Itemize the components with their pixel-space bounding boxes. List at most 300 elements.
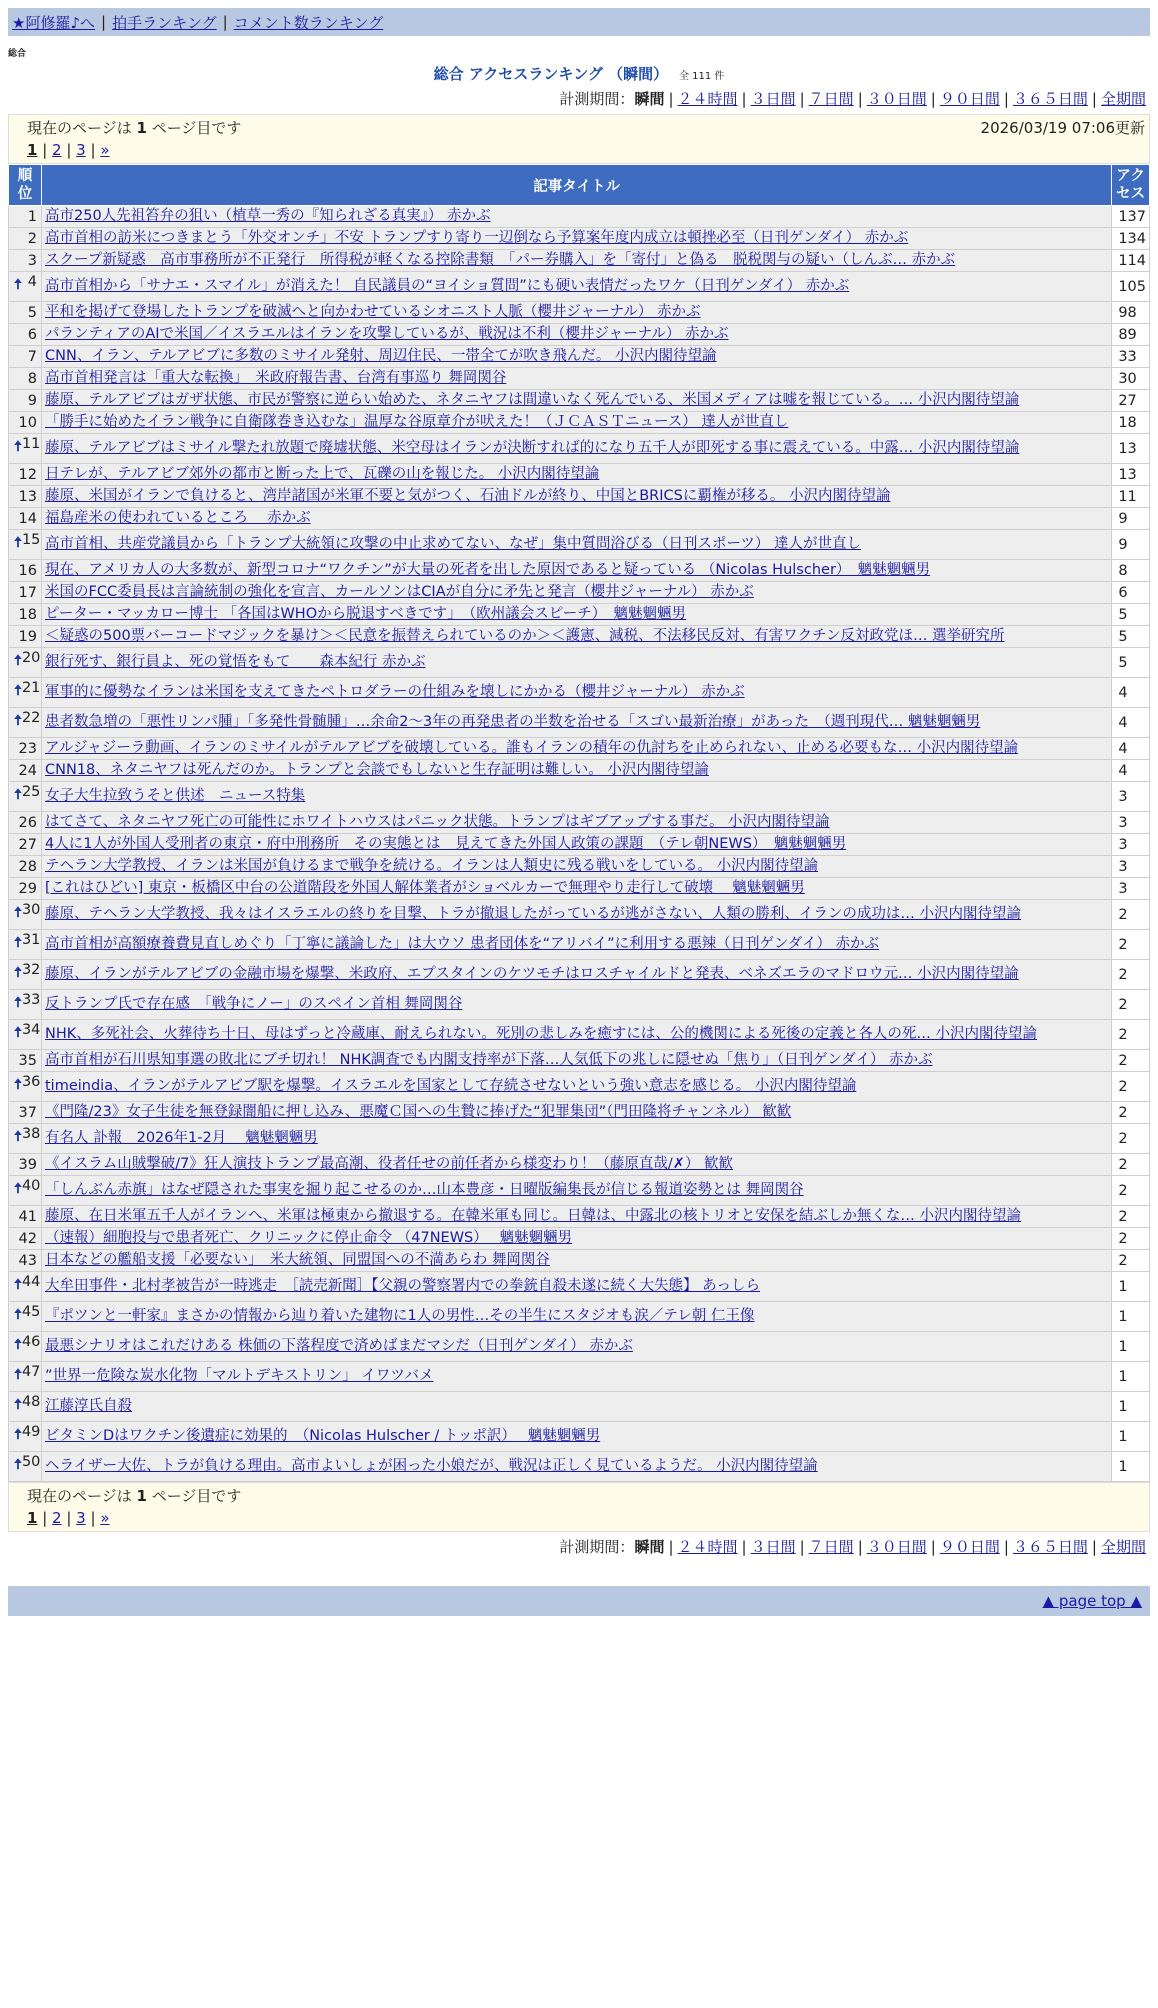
up-arrow-icon: 🠅 <box>14 1337 22 1353</box>
title-cell <box>42 368 1112 390</box>
access-count: 1 <box>1112 1392 1150 1422</box>
access-count: 3 <box>1112 834 1150 856</box>
page-separator: | <box>85 1509 101 1527</box>
article-link[interactable]: 《イスラム山賊撃破/7》狂人演技トランプ最高潮、役者任せの前任者から様変わり！（藤原直哉/✗） 歓歓 <box>45 1156 733 1172</box>
article-link[interactable]: 藤原、テヘラン大学教授、我々はイスラエルの終りを目撃、トラが撤退したがっているが逃がさない、人類の勝利、イランの成功は… 小沢内閣待望論 <box>45 906 1021 922</box>
article-link[interactable]: 高市首相の訪米につきまとう「外交オンチ」不安 トランプすり寄り一辺倒なら予算案年度内成立は頓挫必至（日刊ゲンダイ） 赤かぶ <box>45 230 909 246</box>
ranking-title-row <box>0 63 1158 84</box>
article-link[interactable]: 藤原、テルアビブはミサイル撃たれ放題で廃墟状態、米空母はイランが決断すれば的になり五千人が即死する事に震えている。中露… 小沢内閣待望論 <box>45 440 1020 456</box>
table-row <box>9 678 1150 708</box>
access-count: 3 <box>1112 812 1150 834</box>
rank-number: 16 <box>18 562 37 579</box>
access-count: 1 <box>1112 1362 1150 1392</box>
up-arrow-icon: 🠅 <box>14 1025 22 1041</box>
period-link[interactable]: ７日間 <box>808 1538 854 1556</box>
rank-cell <box>9 1176 42 1206</box>
rank-number: 45 <box>21 1304 41 1320</box>
period-link[interactable]: ９０日間 <box>939 90 1000 108</box>
page-top-link[interactable]: ▲ page top ▲ <box>1042 1592 1142 1610</box>
period-label: 計測期間： <box>559 90 635 108</box>
up-arrow-icon: 🠅 <box>14 713 22 729</box>
access-count: 5 <box>1112 648 1150 678</box>
access-count: 98 <box>1112 302 1150 324</box>
rank-cell <box>9 560 42 582</box>
rank-cell <box>9 1206 42 1228</box>
period-separator: | <box>857 90 863 108</box>
period-selector-top <box>0 88 1146 110</box>
access-count: 2 <box>1112 1228 1150 1250</box>
period-separator: | <box>857 1538 863 1556</box>
article-link[interactable]: アルジャジーラ動画、イランのミサイルがテルアビブを破壊している。誰もイランの積年の仇討ちを止められない、止める必要もな… 小沢内閣待望論 <box>45 740 1019 756</box>
access-count: 2 <box>1112 1072 1150 1102</box>
table-row <box>9 1102 1150 1124</box>
rank-cell <box>9 834 42 856</box>
rank-cell <box>9 900 42 930</box>
table-row <box>9 582 1150 604</box>
period-separator: | <box>799 1538 805 1556</box>
rank-cell <box>9 582 42 604</box>
rank-number: 11 <box>21 436 41 452</box>
rank-cell <box>9 412 42 434</box>
rank-number: 21 <box>21 680 41 696</box>
period-link[interactable]: ３６５日間 <box>1012 1538 1088 1556</box>
title-cell <box>42 856 1112 878</box>
access-count: 137 <box>1112 206 1150 228</box>
access-count: 3 <box>1112 878 1150 900</box>
rank-cell <box>9 1050 42 1072</box>
rank-cell <box>9 782 42 812</box>
period-separator: | <box>1091 90 1097 108</box>
period-separator: | <box>741 90 747 108</box>
updated-time: 2026/03/19 07:06更新 <box>980 119 1145 137</box>
rank-cell <box>9 930 42 960</box>
rank-cell <box>9 272 42 302</box>
article-link[interactable]: 有名人 訃報 2026年1-2月 魑魅魍魎男 <box>45 1130 318 1146</box>
period-separator: | <box>1003 90 1009 108</box>
page-separator: | <box>61 141 77 159</box>
article-link[interactable]: 福島産米の使われているところ 赤かぶ <box>45 510 311 526</box>
article-link[interactable]: 米国のFCC委員長は言論統制の強化を宣言、カールソンはCIAが自分に矛先と発言（櫻井ジャーナル） 赤かぶ <box>45 584 754 600</box>
rank-number: 20 <box>21 650 41 666</box>
table-row <box>9 1272 1150 1302</box>
table-row <box>9 738 1150 760</box>
title-cell <box>42 678 1112 708</box>
table-row <box>9 604 1150 626</box>
article-link[interactable]: 高市首相が石川県知事選の敗北にブチ切れ！ NHK調査でも内閣支持率が下落…人気低下の兆しに隠せぬ「焦り」（日刊ゲンダイ） 赤かぶ <box>45 1052 933 1068</box>
up-arrow-icon: 🠅 <box>14 439 22 455</box>
rank-number: 47 <box>21 1364 41 1380</box>
access-count: 27 <box>1112 390 1150 412</box>
period-link[interactable]: 全期間 <box>1100 1538 1146 1556</box>
rank-number: 4 <box>27 274 37 290</box>
article-link[interactable]: スクープ新疑惑 高市事務所が不正発行 所得税が軽くなる控除書類 「パー券購入」を「寄付」と偽る 脱税関与の疑い（しんぶ… 赤かぶ <box>45 252 956 268</box>
access-count: 134 <box>1112 228 1150 250</box>
period-link[interactable]: ３０日間 <box>866 1538 927 1556</box>
article-link[interactable]: パランティアのAIで米国／イスラエルはイランを攻撃しているが、戦況は不利（櫻井ジャーナル） 赤かぶ <box>45 326 729 342</box>
up-arrow-icon: 🠅 <box>14 995 22 1011</box>
article-link[interactable]: 最悪シナリオはこれだけある 株価の下落程度で済めばまだマシだ（日刊ゲンダイ） 赤かぶ <box>45 1338 633 1354</box>
table-row <box>9 626 1150 648</box>
article-link[interactable]: テヘラン大学教授、イランは米国が負けるまで戦争を続ける。イランは人類史に残る戦いをしている。 小沢内閣待望論 <box>45 858 819 874</box>
comment-ranking-link[interactable]: コメント数ランキング <box>233 13 384 32</box>
title-cell <box>42 412 1112 434</box>
access-count: 5 <box>1112 604 1150 626</box>
access-count: 13 <box>1112 434 1150 464</box>
period-link[interactable]: 全期間 <box>1100 90 1146 108</box>
access-count: 4 <box>1112 738 1150 760</box>
article-link[interactable]: 藤原、米国がイランで負けると、湾岸諸国が米軍不要と気がつく、石油ドルが終り、中国とBRICSに覇権が移る。 小沢内閣待望論 <box>45 488 891 504</box>
table-row <box>9 464 1150 486</box>
up-arrow-icon: 🠅 <box>14 1129 22 1145</box>
rank-cell <box>9 368 42 390</box>
table-row <box>9 206 1150 228</box>
rank-number: 32 <box>21 962 41 978</box>
access-count: 9 <box>1112 508 1150 530</box>
title-cell <box>42 626 1112 648</box>
period-link[interactable]: ３日間 <box>750 1538 796 1556</box>
title-cell <box>42 560 1112 582</box>
article-link[interactable]: 患者数急増の「悪性リンパ腫」「多発性骨髄腫」…余命2～3年の再発患者の半数を治せる「スゴい最新治療」があった （週刊現代… 魑魅魍魎男 <box>45 714 981 730</box>
rank-number: 3 <box>27 252 37 269</box>
rank-cell <box>9 250 42 272</box>
rank-number: 12 <box>18 466 37 483</box>
article-link[interactable]: 4人に1人が外国人受刑者の東京・府中刑務所 その実態とは 見えてきた外国人政策の課題 （テレ朝NEWS） 魑魅魍魎男 <box>45 836 847 852</box>
article-link[interactable]: 高市首相、共産党議員から「トランプ大統領に攻撃の中止求めてない、なぜ」集中質問浴びる（日刊スポーツ） 達人が世直し <box>45 536 862 552</box>
rank-cell <box>9 604 42 626</box>
access-count: 3 <box>1112 782 1150 812</box>
table-row <box>9 760 1150 782</box>
article-link[interactable]: 日テレが、テルアビブ郊外の都市と断った上で、瓦礫の山を報じた。 小沢内閣待望論 <box>45 466 600 482</box>
section-label: 総合 <box>8 49 27 59</box>
rank-cell <box>9 648 42 678</box>
rank-number: 33 <box>21 992 41 1008</box>
rank-number: 42 <box>18 1230 37 1247</box>
table-row <box>9 250 1150 272</box>
rank-cell <box>9 760 42 782</box>
rank-number: 19 <box>18 628 37 645</box>
article-link[interactable]: 藤原、テルアビブはガザ状態、市民が警察に逆らい始めた、ネタニヤフは間違いなく死んでいる、米国メディアは嘘を報じている。… 小沢内閣待望論 <box>45 392 1020 408</box>
title-cell <box>42 1020 1112 1050</box>
table-row <box>9 346 1150 368</box>
table-row <box>9 708 1150 738</box>
access-count: 8 <box>1112 560 1150 582</box>
article-link[interactable]: 日本などの艦船支援「必要ない」 米大統領、同盟国への不満あらわ 舞岡関谷 <box>45 1252 550 1268</box>
rank-number: 41 <box>18 1208 37 1225</box>
title-cell <box>42 324 1112 346</box>
rank-cell <box>9 1102 42 1124</box>
table-row <box>9 1302 1150 1332</box>
access-count: 3 <box>1112 856 1150 878</box>
header-access: アクセス <box>1112 165 1150 206</box>
table-row <box>9 1332 1150 1362</box>
article-link[interactable]: ビタミンDはワクチン後遺症に効果的 （Nicolas Hulscher / トッポ訳） 魑魅魍魎男 <box>45 1428 601 1444</box>
up-arrow-icon: 🠅 <box>14 1181 22 1197</box>
period-current: 瞬間 <box>634 90 665 108</box>
period-selector-bottom <box>0 1536 1146 1558</box>
article-link[interactable]: 高市首相が高額療養費見直しめぐり「丁寧に議論した」は大ウソ 患者団体を“アリバイ”に利用する悪辣（日刊ゲンダイ） 赤かぶ <box>45 936 880 952</box>
table-row <box>9 900 1150 930</box>
period-separator: | <box>799 90 805 108</box>
rank-cell <box>9 1452 42 1482</box>
page-separator: | <box>85 141 101 159</box>
page-link[interactable]: 3 <box>76 1509 86 1527</box>
footer-bar <box>8 1586 1150 1616</box>
table-row <box>9 412 1150 434</box>
article-link[interactable]: [これはひどい] 東京・板橋区中台の公道階段を外国人解体業者がショベルカーで無理やり走行して破壊 魑魅魍魎男 <box>45 880 805 896</box>
nav-separator: | <box>222 13 228 31</box>
rank-number: 22 <box>21 710 41 726</box>
rank-number: 49 <box>21 1424 41 1440</box>
title-cell <box>42 582 1112 604</box>
article-link[interactable]: 高市首相発言は「重大な転換」 米政府報告書、台湾有事巡り 舞岡関谷 <box>45 370 507 386</box>
access-count: 4 <box>1112 760 1150 782</box>
up-arrow-icon: 🠅 <box>14 1077 22 1093</box>
access-count: 114 <box>1112 250 1150 272</box>
title-cell <box>42 1102 1112 1124</box>
title-cell <box>42 1176 1112 1206</box>
title-cell <box>42 1452 1112 1482</box>
article-link[interactable]: 女子大生拉致うそと供述 ニュース特集 <box>45 788 306 804</box>
page-separator: | <box>37 1509 53 1527</box>
access-count: 33 <box>1112 346 1150 368</box>
title-cell <box>42 1332 1112 1362</box>
ranking-table <box>8 164 1150 1482</box>
article-link[interactable]: CNN18、ネタニヤフは死んだのか。トランプと会談でもしないと生存証明は難しい。 小沢内閣待望論 <box>45 762 709 778</box>
table-row <box>9 1362 1150 1392</box>
rank-cell <box>9 434 42 464</box>
up-arrow-icon: 🠅 <box>14 535 22 551</box>
up-arrow-icon: 🠅 <box>14 1277 22 1293</box>
page-link[interactable]: 3 <box>76 141 86 159</box>
article-link[interactable]: 『ポツンと一軒家』まさかの情報から辿り着いた建物に1人の男性…その半生にスタジオも涙／テレ朝 仁王像 <box>45 1308 755 1324</box>
rank-cell <box>9 1302 42 1332</box>
up-arrow-icon: 🠅 <box>14 1397 22 1413</box>
article-link[interactable]: 軍事的に優勢なイランは米国を支えてきたペトロダラーの仕組みを壊しにかかる（櫻井ジャーナル） 赤かぶ <box>45 684 745 700</box>
article-link[interactable]: ＜疑惑の500票バーコードマジックを暴け＞＜民意を振替えられているのか＞＜護憲、減税、不法移民反対、有害ワクチン反対政党ほ… 選挙研究所 <box>45 628 1005 644</box>
next-page-link[interactable]: » <box>100 1509 110 1527</box>
table-row <box>9 1452 1150 1482</box>
rank-number: 25 <box>21 784 41 800</box>
title-cell <box>42 1422 1112 1452</box>
rank-cell <box>9 708 42 738</box>
title-cell <box>42 530 1112 560</box>
up-arrow-icon: 🠅 <box>14 653 22 669</box>
article-link[interactable]: NHK、多死社会、火葬待ち十日、母はずっと冷蔵庫、耐えられない。死別の悲しみを癒すには、公的機関による死後の定義と各人の死… 小沢内閣待望論 <box>45 1026 1037 1042</box>
rank-number: 15 <box>21 532 41 548</box>
access-count: 30 <box>1112 368 1150 390</box>
table-row <box>9 1228 1150 1250</box>
period-link[interactable]: ３６５日間 <box>1012 90 1088 108</box>
rank-cell <box>9 1228 42 1250</box>
clap-ranking-link[interactable]: 拍手ランキング <box>112 13 217 32</box>
rank-cell <box>9 1272 42 1302</box>
rank-number: 9 <box>27 392 37 409</box>
rank-number: 34 <box>21 1022 41 1038</box>
article-link[interactable]: 銀行死す、銀行員よ、死の覚悟をもて 森本紀行 赤かぶ <box>45 654 426 670</box>
rank-number: 7 <box>27 348 37 365</box>
rank-number: 17 <box>18 584 37 601</box>
up-arrow-icon: 🠅 <box>14 787 22 803</box>
rank-number: 31 <box>21 932 41 948</box>
title-cell <box>42 760 1112 782</box>
rank-number: 37 <box>18 1104 37 1121</box>
table-row <box>9 648 1150 678</box>
table-row <box>9 812 1150 834</box>
rank-cell <box>9 1362 42 1392</box>
rank-cell <box>9 324 42 346</box>
period-separator: | <box>1091 1538 1097 1556</box>
period-link[interactable]: ２４時間 <box>677 1538 738 1556</box>
up-arrow-icon: 🠅 <box>14 965 22 981</box>
page-link[interactable]: 2 <box>52 1509 62 1527</box>
rank-number: 39 <box>18 1156 37 1173</box>
total-count: 全 111 件 <box>678 71 725 82</box>
access-count: 4 <box>1112 678 1150 708</box>
title-cell <box>42 1206 1112 1228</box>
article-link[interactable]: ピーター・マッカロー博士 「各国はWHOから脱退すべきです」 （欧州議会スピーチ） 魑魅魍魎男 <box>45 606 686 622</box>
access-count: 2 <box>1112 1020 1150 1050</box>
title-cell <box>42 486 1112 508</box>
period-separator: | <box>741 1538 747 1556</box>
rank-number: 2 <box>27 230 37 247</box>
access-count: 89 <box>1112 324 1150 346</box>
article-link[interactable]: 藤原、在日米軍五千人がイランへ、米軍は極東から撤退する。在韓米軍も同じ。日韓は、中露北の核トリオと安保を結ぶしか無くな… 小沢内閣待望論 <box>45 1208 1021 1224</box>
access-count: 9 <box>1112 530 1150 560</box>
article-link[interactable]: ”世界一危険な炭水化物「マルトデキストリン」 イワツバメ <box>45 1368 434 1384</box>
page-separator: | <box>61 1509 77 1527</box>
rank-cell <box>9 486 42 508</box>
top-nav-bar <box>8 8 1150 36</box>
title-cell <box>42 812 1112 834</box>
period-link[interactable]: ３０日間 <box>866 90 927 108</box>
rank-cell <box>9 1422 42 1452</box>
title-cell <box>42 834 1112 856</box>
page-title: 総合 アクセスランキング （瞬間） <box>433 65 669 83</box>
period-separator: | <box>668 90 674 108</box>
table-row <box>9 856 1150 878</box>
rank-cell <box>9 1124 42 1154</box>
pagination-bottom <box>27 1507 1145 1529</box>
title-cell <box>42 1124 1112 1154</box>
title-cell <box>42 346 1112 368</box>
rank-cell <box>9 1392 42 1422</box>
period-link[interactable]: ３日間 <box>750 90 796 108</box>
table-row <box>9 368 1150 390</box>
article-link[interactable]: CNN、イラン、テルアビブに多数のミサイル発射、周辺住民、一帯全てが吹き飛んだ。 小沢内閣待望論 <box>45 348 717 364</box>
rank-number: 18 <box>18 606 37 623</box>
period-link[interactable]: ９０日間 <box>939 1538 1000 1556</box>
rank-number: 44 <box>21 1274 41 1290</box>
article-link[interactable]: 藤原、イランがテルアビブの金融市場を爆撃、米政府、エプスタインのケツモチはロスチャイルドと発表、ベネズエラのマドロウ元… 小沢内閣待望論 <box>45 966 1019 982</box>
access-count: 2 <box>1112 990 1150 1020</box>
rank-number: 8 <box>27 370 37 387</box>
article-link[interactable]: 大牟田事件・北村孝被告が一時逃走 ［読売新聞］【父親の警察署内での拳銃自殺未遂に続く大失態】 あっしら <box>45 1278 760 1294</box>
next-page-link[interactable]: » <box>100 141 110 159</box>
article-link[interactable]: 《門隆/23》女子生徒を無登録闇船に押し込み、悪魔Ｃ国への生贄に捧げた“犯罪集団”（門田隆将チャンネル） 歓歓 <box>45 1104 792 1120</box>
page-separator: | <box>37 141 53 159</box>
period-link[interactable]: ７日間 <box>808 90 854 108</box>
article-link[interactable]: ヘライザー大佐、トラが負ける理由。高市よいしょが困った小娘だが、戦況は正しく見ているようだ。 小沢内閣待望論 <box>45 1458 818 1474</box>
article-link[interactable]: 高市首相から「サナエ・スマイル」が消えた！ 自民議員の“ヨイショ質問”にも硬い表情だったワケ（日刊ゲンダイ） 赤かぶ <box>45 278 850 294</box>
rank-number: 43 <box>18 1252 37 1269</box>
article-link[interactable]: timeindia、イランがテルアビブ駅を爆撃。イスラエルを国家として存続させないという強い意志を感じる。 小沢内閣待望論 <box>45 1078 857 1094</box>
article-link[interactable]: はてさて、ネタニヤフ死亡の可能性にホワイトハウスはパニック状態。トランプはギブアップする事だ。 小沢内閣待望論 <box>45 814 830 830</box>
table-row <box>9 990 1150 1020</box>
rank-cell <box>9 1332 42 1362</box>
period-separator: | <box>668 1538 674 1556</box>
title-cell <box>42 1362 1112 1392</box>
title-cell <box>42 708 1112 738</box>
title-cell <box>42 228 1112 250</box>
article-link[interactable]: 反トランプ氏で存在感 「戦争にノー」のスペイン首相 舞岡関谷 <box>45 996 463 1012</box>
title-cell <box>42 272 1112 302</box>
ranking-body <box>9 206 1150 1482</box>
page-current: 1 <box>27 141 38 159</box>
rank-number: 30 <box>21 902 41 918</box>
title-cell <box>42 508 1112 530</box>
title-cell <box>42 930 1112 960</box>
period-separator: | <box>1003 1538 1009 1556</box>
title-cell <box>42 878 1112 900</box>
rank-cell <box>9 856 42 878</box>
table-row <box>9 782 1150 812</box>
title-cell <box>42 390 1112 412</box>
rank-number: 36 <box>21 1074 41 1090</box>
table-row <box>9 1206 1150 1228</box>
article-link[interactable]: 現在、アメリカ人の大多数が、新型コロナ“ワクチン”が大量の死者を出した原因であると疑っている （Nicolas Hulscher） 魑魅魍魎男 <box>45 562 931 578</box>
table-row <box>9 1392 1150 1422</box>
pagination-top <box>27 139 1145 161</box>
article-link[interactable]: 高市250人先祖笞弁の狙い（植草一秀の『知られざる真実』） 赤かぶ <box>45 208 491 224</box>
title-cell <box>42 302 1112 324</box>
period-link[interactable]: ２４時間 <box>677 90 738 108</box>
title-cell <box>42 434 1112 464</box>
rank-number: 27 <box>18 836 37 853</box>
rank-cell <box>9 738 42 760</box>
page-link[interactable]: 2 <box>52 141 62 159</box>
table-row <box>9 1072 1150 1102</box>
access-count: 2 <box>1112 1250 1150 1272</box>
rank-number: 48 <box>21 1394 41 1410</box>
period-label: 計測期間： <box>559 1538 635 1556</box>
article-link[interactable]: 平和を掲げて登場したトランプを破滅へと向かわせているシオニスト人脈（櫻井ジャーナル） 赤かぶ <box>45 304 701 320</box>
article-link[interactable]: 「勝手に始めたイラン戦争に自衛隊巻き込むな」温厚な谷原章介が吠えた！（ＪＣＡＳＴニュース） 達人が世直し <box>45 414 789 430</box>
rank-number: 46 <box>21 1334 41 1350</box>
up-arrow-icon: 🠅 <box>14 1367 22 1383</box>
rank-cell <box>9 626 42 648</box>
current-page-text: 現在のページは 1 ページ目です <box>27 1487 242 1505</box>
article-link[interactable]: 江藤淳氏自殺 <box>45 1398 132 1414</box>
rank-cell <box>9 302 42 324</box>
access-count: 1 <box>1112 1302 1150 1332</box>
article-link[interactable]: 「しんぶん赤旗」はなぜ隠された事実を掘り起こせるのか…山本豊彦・日曜版編集長が信じる報道姿勢とは 舞岡関谷 <box>45 1182 804 1198</box>
rank-number: 26 <box>18 814 37 831</box>
rank-number: 40 <box>21 1178 41 1194</box>
rank-cell <box>9 1154 42 1176</box>
home-link[interactable]: ★阿修羅♪へ <box>12 13 96 32</box>
access-count: 2 <box>1112 1124 1150 1154</box>
access-count: 6 <box>1112 582 1150 604</box>
title-cell <box>42 1072 1112 1102</box>
article-link[interactable]: （速報）細胞投与で患者死亡、クリニックに停止命令 （47NEWS） 魑魅魍魎男 <box>45 1230 573 1246</box>
access-count: 2 <box>1112 1102 1150 1124</box>
title-cell <box>42 1050 1112 1072</box>
up-arrow-icon: 🠅 <box>14 935 22 951</box>
rank-cell <box>9 530 42 560</box>
access-count: 2 <box>1112 930 1150 960</box>
rank-number: 23 <box>18 740 37 757</box>
current-page-text: 現在のページは 1 ページ目です <box>27 119 242 137</box>
